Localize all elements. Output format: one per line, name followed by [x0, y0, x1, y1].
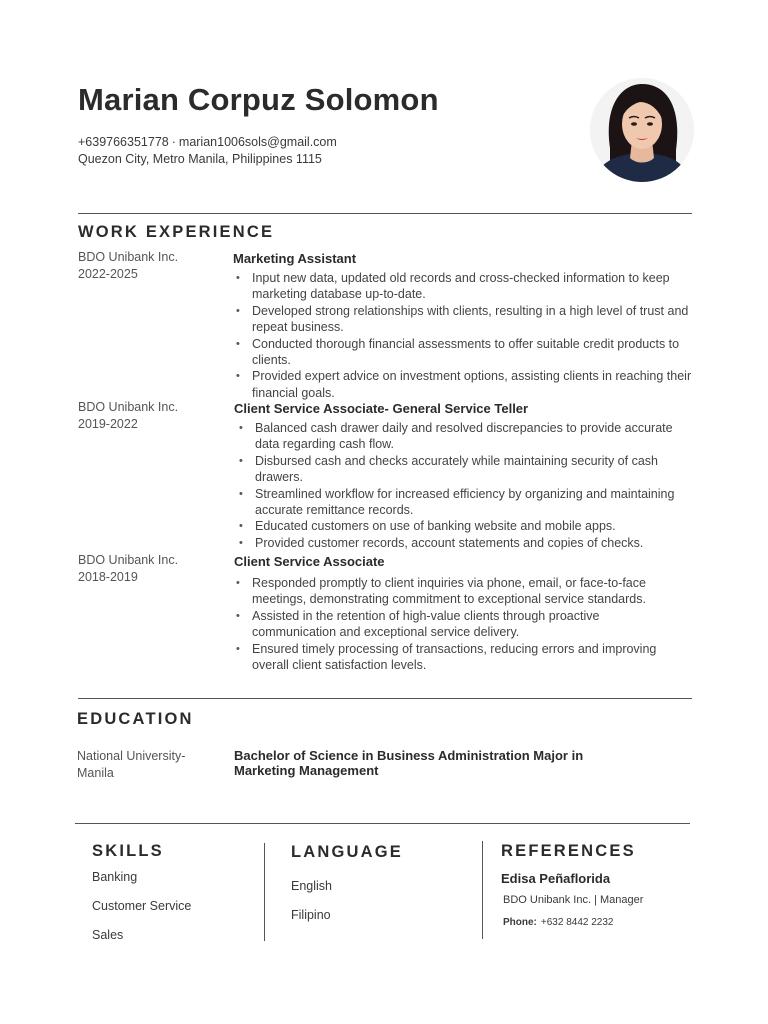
profile-photo: [590, 78, 694, 182]
work-divider: [78, 698, 692, 699]
job-bullets: [233, 575, 683, 673]
job-position: Marketing Assistant: [233, 251, 357, 266]
job-bullet: • Balanced cash drawer daily and resolved discrepancies to provide accurate data regarding cash flow.: [236, 420, 696, 453]
reference-name: Edisa Peñaflorida: [501, 871, 611, 886]
work-experience-heading: WORK EXPERIENCE: [78, 223, 275, 241]
job-bullet: • Responded promptly to client inquiries via phone, email, or face-to-face meetings, demonstrating commitment to exceptional service standards.: [233, 575, 683, 608]
job-bullet: • Disbursed cash and checks accurately while maintaining security of cash drawers.: [236, 453, 696, 486]
job-years: 2018-2019: [78, 570, 138, 584]
job-meta: [78, 249, 178, 283]
job-bullet: • Ensured timely processing of transactions, reducing errors and improving overall client satisfaction levels.: [233, 641, 683, 674]
language-item: English: [291, 879, 332, 893]
column-divider: [264, 843, 265, 941]
skills-heading: SKILLS: [92, 842, 164, 860]
language-heading: LANGUAGE: [291, 843, 404, 861]
job-bullet: • Input new data, updated old records and cross-checked information to keep marketing database up-to-date.: [233, 270, 693, 303]
language-item: Filipino: [291, 908, 331, 922]
address: Quezon City, Metro Manila, Philippines 1115: [78, 151, 322, 166]
education-heading: EDUCATION: [77, 710, 194, 728]
job-bullets: [236, 420, 696, 551]
reference-phone-label: Phone:: [503, 917, 537, 928]
education-degree: Bachelor of Science in Business Administration Major in Marketing Management: [234, 748, 584, 778]
column-divider: [482, 841, 483, 939]
skill-item: Sales: [92, 928, 124, 942]
education-school: National University-Manila: [77, 749, 186, 780]
phone-number: +639766351778: [78, 135, 169, 149]
job-company: BDO Unibank Inc.: [78, 553, 179, 567]
contact-separator: ·: [171, 135, 176, 149]
education-divider: [75, 823, 690, 824]
reference-phone-number: +632 8442 2232: [540, 917, 614, 928]
skill-item: Customer Service: [92, 899, 192, 913]
job-years: 2019-2022: [78, 417, 138, 431]
job-bullet: • Developed strong relationships with clients, resulting in a high level of trust and repeat business.: [233, 303, 693, 336]
reference-organization: BDO Unibank Inc. | Manager: [503, 894, 644, 906]
job-bullet: • Educated customers on use of banking website and mobile apps.: [236, 518, 696, 534]
contact-line: [78, 134, 337, 151]
contact-block: [78, 134, 337, 167]
job-bullet: • Streamlined workflow for increased efficiency by organizing and maintaining accurate remittance records.: [236, 486, 696, 519]
job-bullet: • Conducted thorough financial assessments to offer suitable credit products to clients.: [233, 336, 693, 369]
job-bullet: • Provided customer records, account statements and copies of checks.: [236, 535, 696, 551]
job-meta: [78, 552, 178, 586]
profile-photo-illustration: [590, 78, 694, 182]
job-company: BDO Unibank Inc.: [78, 250, 179, 264]
email-address: marian1006sols@gmail.com: [178, 135, 337, 149]
job-position: Client Service Associate- General Service Teller: [234, 401, 529, 416]
header-divider: [78, 213, 692, 214]
job-meta: [78, 399, 178, 433]
resume-name: Marian Corpuz Solomon: [78, 82, 439, 117]
reference-phone: [503, 917, 613, 928]
skill-item: Banking: [92, 870, 138, 884]
job-position: Client Service Associate: [234, 554, 385, 569]
job-years: 2022-2025: [78, 267, 138, 281]
job-company: BDO Unibank Inc.: [78, 400, 179, 414]
job-bullets: [233, 270, 693, 401]
job-bullet: • Assisted in the retention of high-value clients through proactive communication and exceptional service delivery.: [233, 608, 683, 641]
job-bullet: • Provided expert advice on investment options, assisting clients in reaching their financial goals.: [233, 368, 693, 401]
references-heading: REFERENCES: [501, 842, 636, 860]
